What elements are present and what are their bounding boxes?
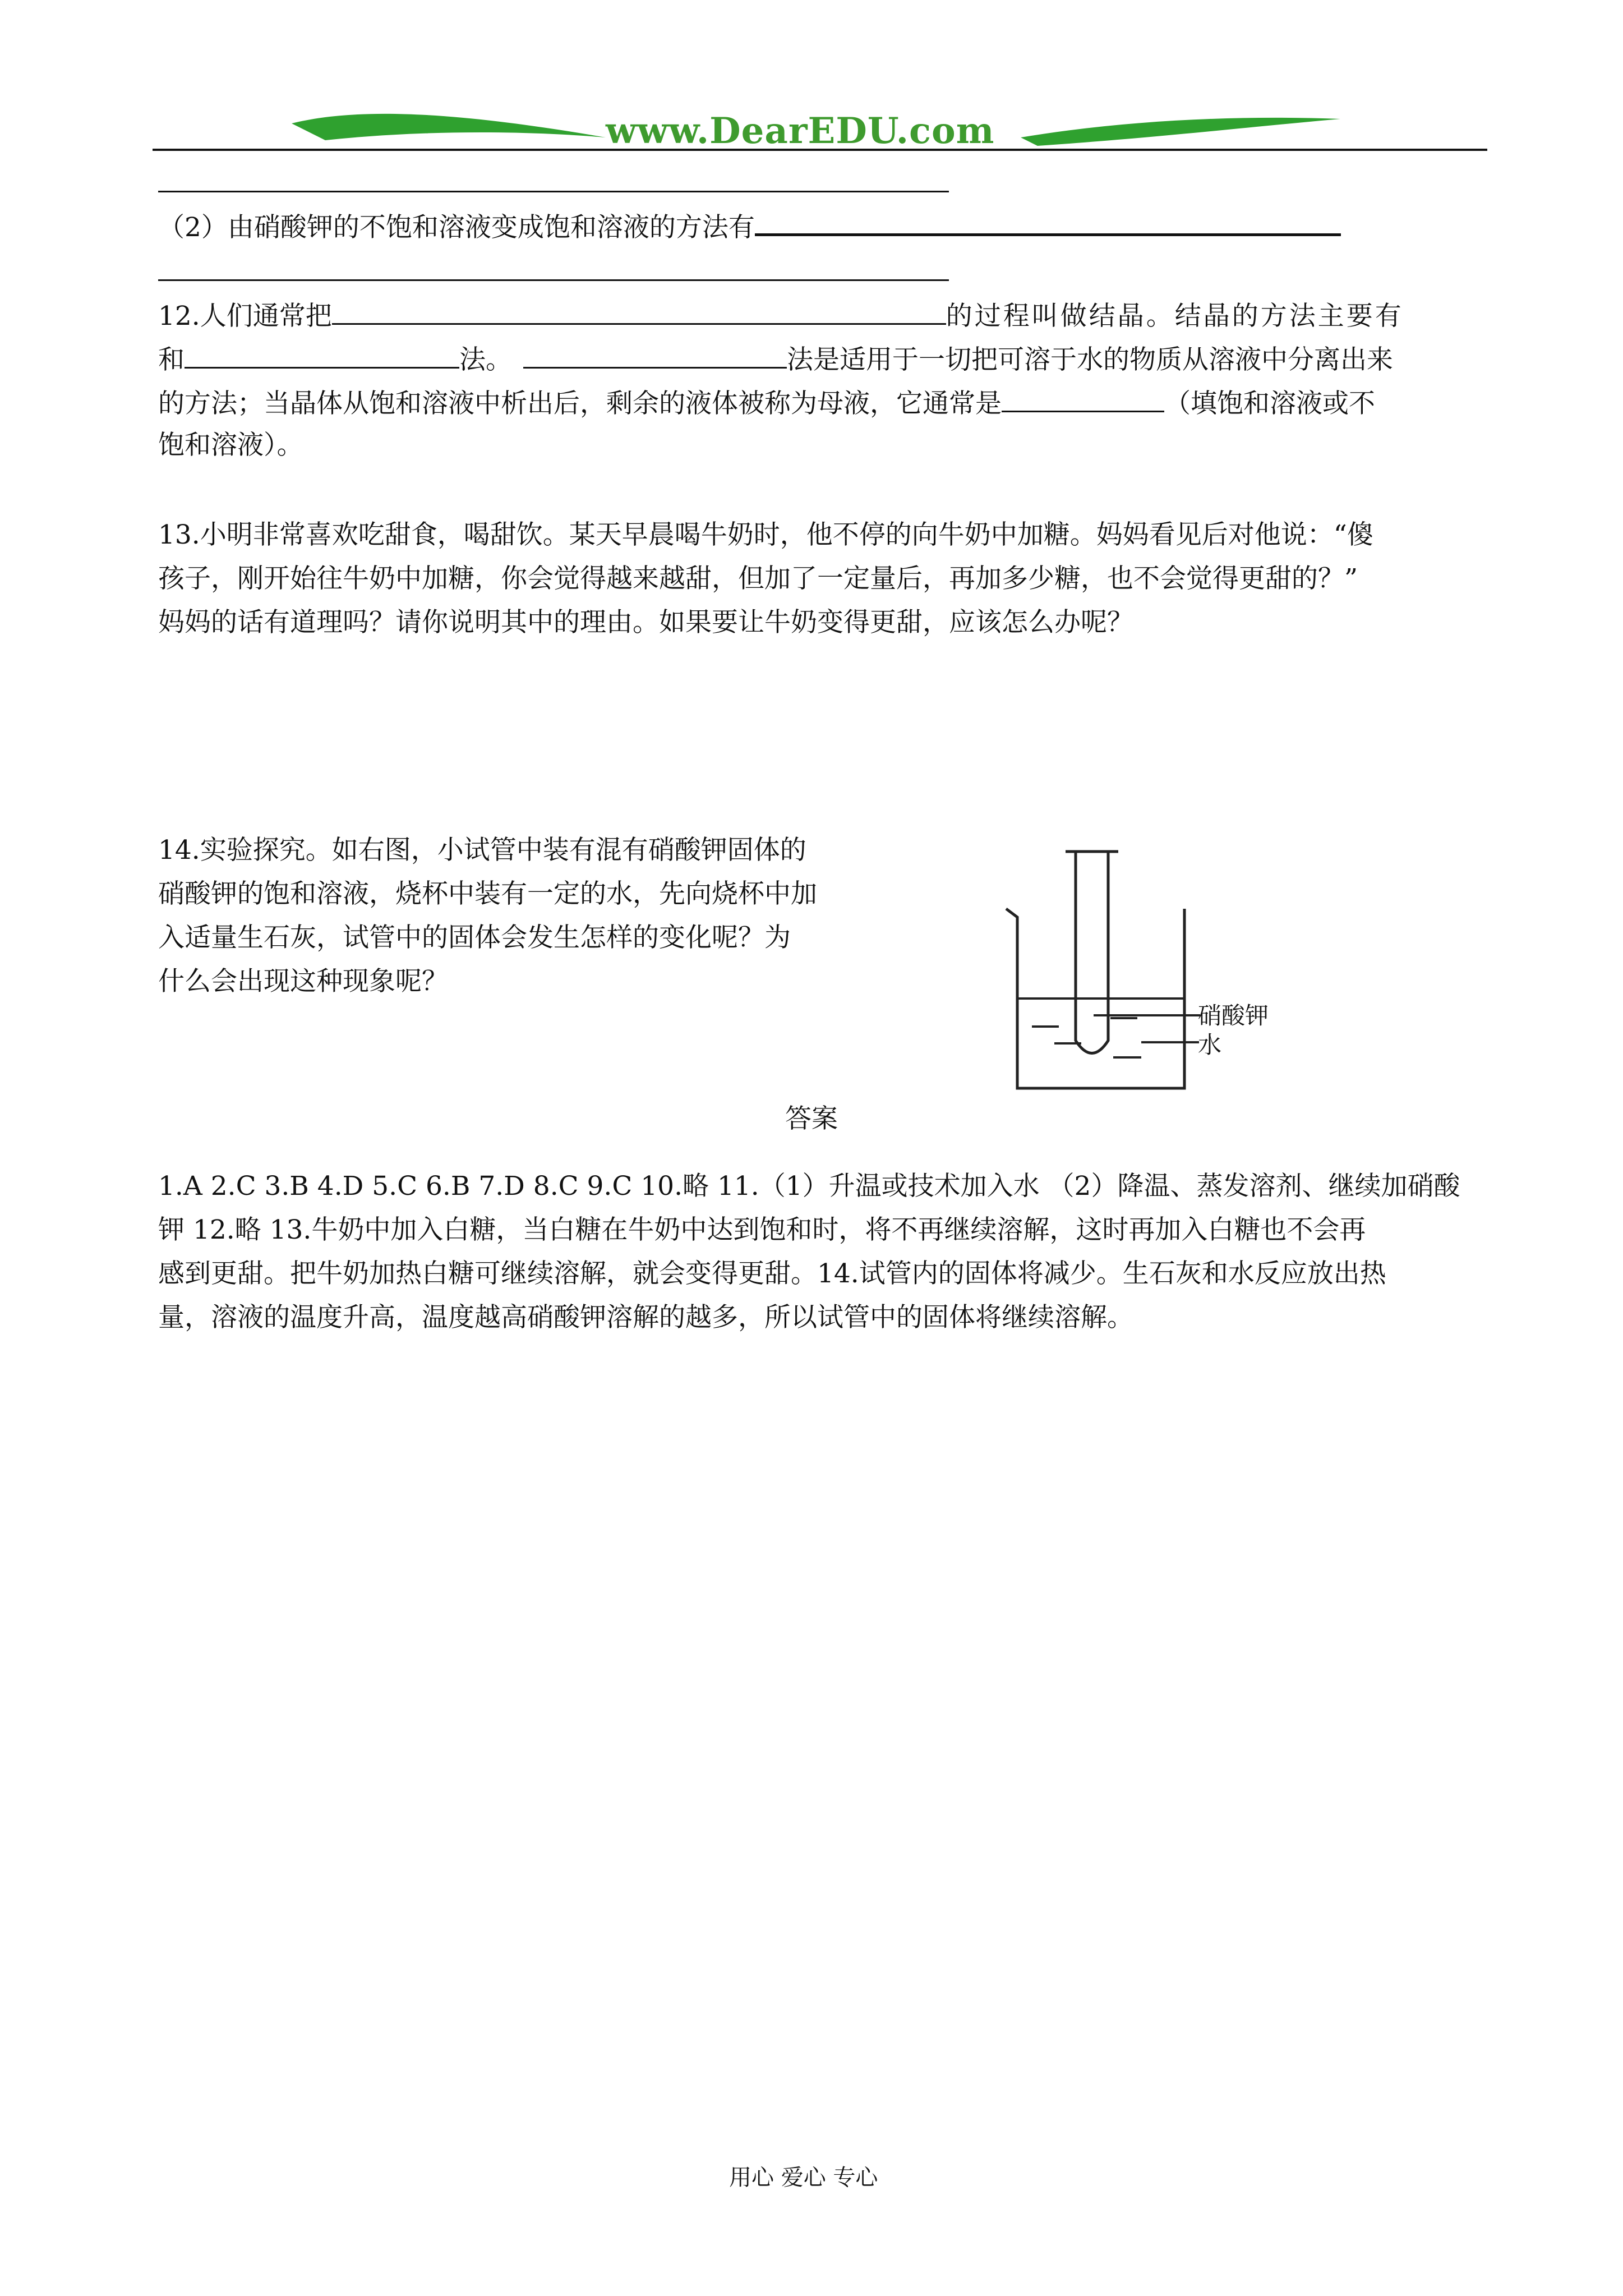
answers-line3: 感到更甜。把牛奶加热白糖可继续溶解，就会变得更甜。14.试管内的固体将减少。生石灰和水反应放出热 bbox=[158, 1258, 1386, 1289]
label-kno3: 硝酸钾 bbox=[1198, 1002, 1269, 1029]
answers-line1: 1.A 2.C 3.B 4.D 5.C 6.B 7.D 8.C 9.C 10.略 11.（1）升温或技术加入水 （2）降温、蒸发溶剂、继续加硝酸 bbox=[158, 1171, 1460, 1202]
q14-line1: 14.实验探究。如右图，小试管中装有混有硝酸钾固体的 bbox=[158, 835, 806, 866]
q12-line4: 饱和溶液）。 bbox=[158, 430, 303, 461]
answer-blank bbox=[1002, 385, 1164, 412]
answer-blank bbox=[185, 341, 459, 369]
q13-line2: 孩子，刚开始往牛奶中加糖，你会觉得越来越甜，但加了一定量后，再加多少糖，也不会觉得更甜的？” bbox=[158, 563, 1358, 594]
beaker-figure bbox=[998, 841, 1312, 1099]
answer-blank bbox=[332, 297, 946, 325]
answers-line2: 钾 12.略 13.牛奶中加入白糖，当白糖在牛奶中达到饱和时，将不再继续溶解，这时再加入白糖也不会再 bbox=[158, 1214, 1366, 1245]
answer-blank bbox=[523, 341, 787, 369]
beaker-diagram bbox=[998, 841, 1256, 1099]
label-water: 水 bbox=[1198, 1031, 1222, 1059]
q13-line1: 13.小明非常喜欢吃甜食，喝甜饮。某天早晨喝牛奶时，他不停的向牛奶中加糖。妈妈看见后对他说：“傻 bbox=[158, 519, 1373, 550]
answer-blank bbox=[755, 208, 1341, 236]
answer-line bbox=[158, 279, 949, 281]
answers-line4: 量，溶液的温度升高，温度越高硝酸钾溶解的越多，所以试管中的固体将继续溶解。 bbox=[158, 1302, 1133, 1333]
q12-line1: 12.人们通常把 的过程叫做结晶。结晶的方法主要有 bbox=[158, 297, 1404, 333]
q12-line2: 和 法。 法是适用于一切把可溶于水的物质从溶液中分离出来 bbox=[158, 341, 1393, 377]
q14-line4: 什么会出现这种现象呢？ bbox=[158, 966, 448, 997]
q13-line3: 妈妈的话有道理吗？请你说明其中的理由。如果要让牛奶变得更甜，应该怎么办呢？ bbox=[158, 607, 1133, 638]
logo-text: www.DearEDU.com bbox=[606, 110, 995, 152]
q12-line3: 的方法；当晶体从饱和溶液中析出后，剩余的液体被称为母液，它通常是 （填饱和溶液或不 bbox=[158, 385, 1375, 421]
q11-part2: （2）由硝酸钾的不饱和溶液变成饱和溶液的方法有 bbox=[158, 208, 1341, 245]
answer-line bbox=[158, 191, 949, 192]
answers-title: 答案 bbox=[785, 1103, 838, 1134]
q14-line3: 入适量生石灰，试管中的固体会发生怎样的变化呢？为 bbox=[158, 922, 791, 953]
header-rule bbox=[153, 149, 1487, 151]
q14-line2: 硝酸钾的饱和溶液，烧杯中装有一定的水，先向烧杯中加 bbox=[158, 878, 817, 909]
test-tube bbox=[1076, 852, 1108, 1053]
footer-text: 用心 爱心 专心 bbox=[729, 2165, 878, 2191]
